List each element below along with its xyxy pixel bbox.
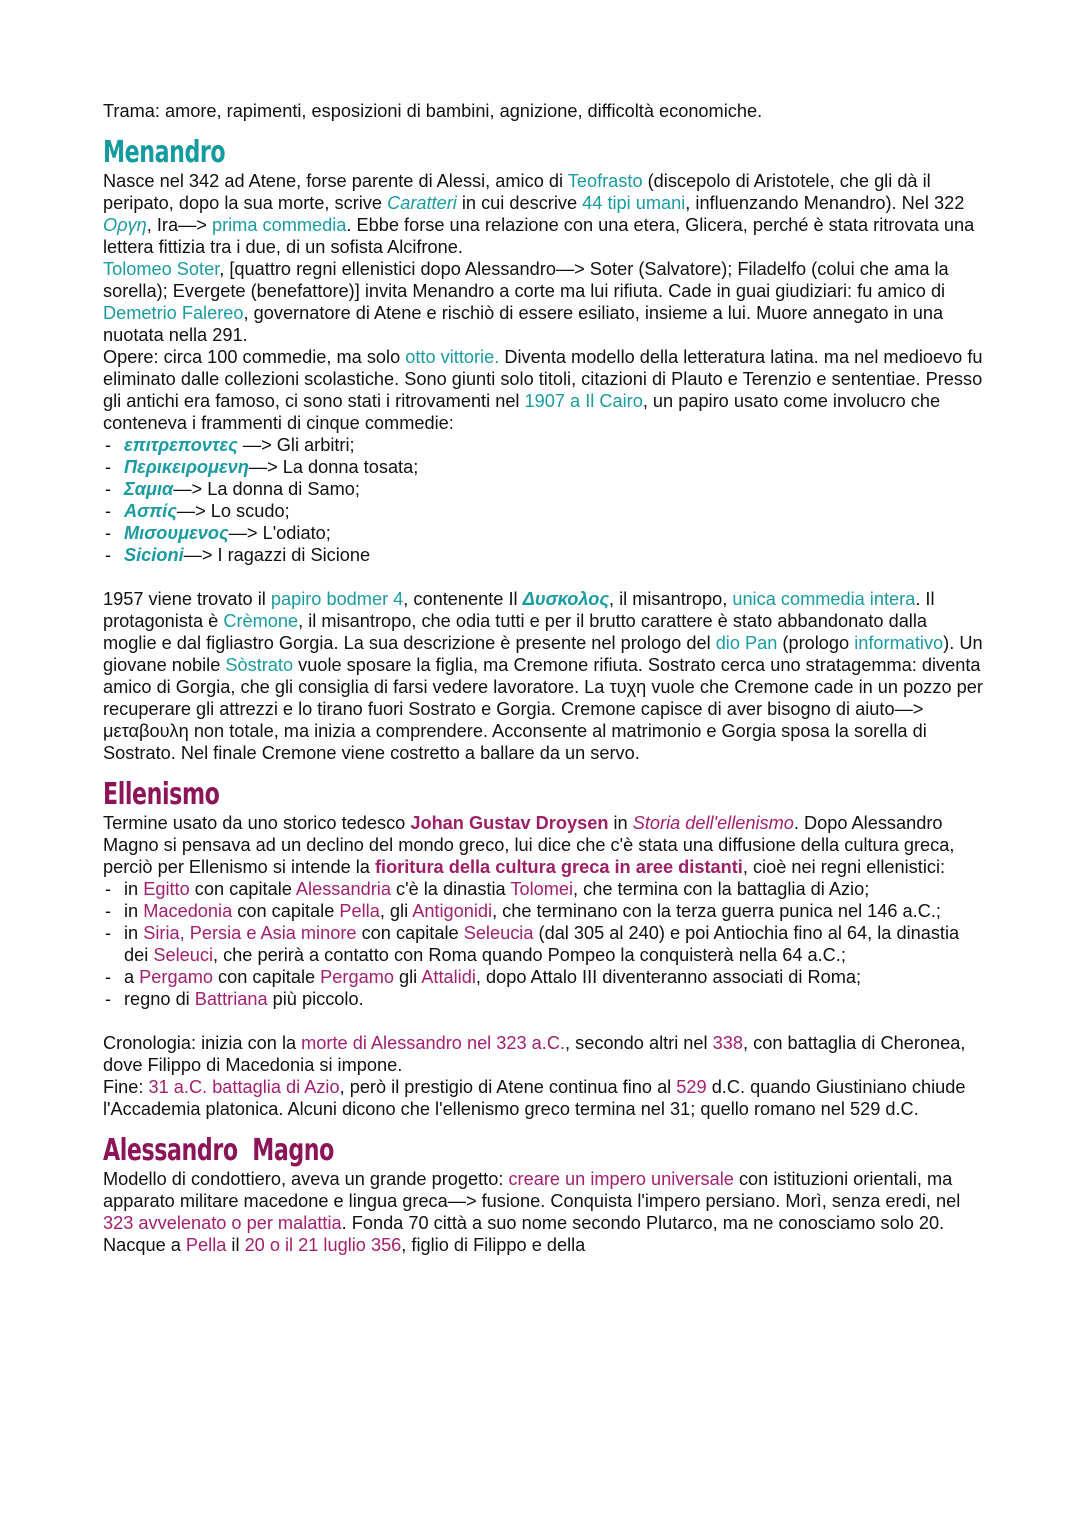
list-item: - in Egitto con capitale Alessandria c'è la dinastia Tolomei, che termina con la battaglia di Azio;: [103, 878, 983, 900]
list-item: - Ασπίς—> Lo scudo;: [103, 500, 983, 522]
name-dio-pan: dio Pan: [715, 633, 778, 653]
ellenismo-paragraph-fine: Fine: 31 a.C. battaglia di Azio, però il prestigio di Atene continua fino al 529 d.C. quando Giustiniano chiude l'Accademia platonica. Alcuni dicono che l'ellenismo greco termina nel 31; quello romano nel 529 d.C.: [103, 1077, 966, 1119]
name-cremone: Crèmone: [223, 611, 299, 631]
title-dyskolos: Δυσκολος: [522, 589, 609, 609]
name-sostrato: Sòstrato: [225, 655, 294, 675]
menandro-paragraph-bio: Nasce nel 342 ad Atene, forse parente di Alessi, amico di Teofrasto (discepolo di Aristotele, che gli dà il peripato, dopo la sua morte, scrive Caratteri in cui descrive 44 tipi umani, influenzando Menandro). Nel 322 Οργη, Ira—> prima commedia. Ebbe forse una relazione con una etera, Glicera, perché è stata ritrovata una lettera fittizia tra i due, di un sofista Alcifrone.: [103, 171, 975, 257]
heading-ellenismo: Ellenismo: [103, 777, 220, 812]
work-storia-ellenismo: Storia dell'ellenismo: [632, 813, 794, 833]
highlight-pella: Pella: [185, 1235, 227, 1255]
highlight-papiro-bodmer: papiro bodmer 4: [270, 589, 404, 609]
heading-menandro: Menandro: [103, 135, 226, 170]
highlight-prima-commedia: prima commedia: [211, 215, 347, 235]
link-teofrasto: Teofrasto: [567, 171, 643, 191]
ellenismo-paragraph-intro: Termine usato da uno storico tedesco Johan Gustav Droysen in Storia dell'ellenismo. Dopo Alessandro Magno si pensava ad un declino del mondo greco, lui dice che c'è stata una diffusione della cultura greca, perciò per Ellenismo si intende la fioritura della cultura greca in aree distanti, cioè nei regni ellenistici:: [103, 813, 955, 877]
highlight-avvelenato: 323 avvelenato o per malattia: [103, 1213, 342, 1233]
list-item: - Sicioni—> I ragazzi di Sicione: [103, 544, 983, 566]
ellenismo-paragraph-cronologia: Cronologia: inizia con la morte di Alessandro nel 323 a.C., secondo altri nel 338, con battaglia di Cheronea, dove Filippo di Macedonia si impone.: [103, 1033, 966, 1075]
highlight-morte-alessandro: morte di Alessandro nel 323 a.C.: [301, 1033, 566, 1053]
list-item: - in Macedonia con capitale Pella, gli Antigonidi, che terminano con la terza guerra punica nel 146 a.C.;: [103, 900, 983, 922]
name-tolomeo-soter: Tolomeo Soter: [103, 259, 220, 279]
list-item: - επιτρεποντες —> Gli arbitri;: [103, 434, 983, 456]
name-demetrio-falereo: Demetrio Falereo: [103, 303, 244, 323]
name-droysen: Johan Gustav Droysen: [410, 813, 609, 833]
work-caratteri: Caratteri: [387, 193, 457, 213]
highlight-otto-vittorie: otto vittorie.: [405, 347, 500, 367]
intro-trama: Trama: amore, rapimenti, esposizioni di bambini, agnizione, difficoltà economiche.: [103, 101, 763, 121]
document-page: [103, 100, 983, 1256]
menandro-paragraph-opere: Opere: circa 100 commedie, ma solo otto vittorie. Diventa modello della letteratura latina. ma nel medioevo fu eliminato dalle collezioni scolastiche. Sono giunti solo titoli, citazioni di Plauto e Terenzio e sententiae. Presso gli antichi era famoso, ci sono stati i ritrovamenti nel 1907 a Il Cairo, un papiro usato come involucro che conteneva i frammenti di cinque commedie:: [103, 347, 983, 433]
list-item: - regno di Battriana più piccolo.: [103, 988, 983, 1010]
commedie-list: [103, 434, 983, 566]
list-item: - Σαμια—> La donna di Samo;: [103, 478, 983, 500]
highlight-impero-universale: creare un impero universale: [508, 1169, 734, 1189]
list-item: - Περικειρομενη—> La donna tosata;: [103, 456, 983, 478]
highlight-data-nascita: 20 o il 21 luglio 356: [244, 1235, 402, 1255]
highlight-cairo: 1907 a Il Cairo: [524, 391, 643, 411]
work-orge: Οργη: [103, 215, 147, 235]
highlight-338: 338: [712, 1033, 743, 1053]
menandro-paragraph-dyskolos: 1957 viene trovato il papiro bodmer 4, contenente Il Δυσκολος, il misantropo, unica commedia intera. Il protagonista è Crèmone, il misantropo, che odia tutti e per il brutto carattere è stato abbandonato dalla moglie e dal figliastro Gorgia. La sua descrizione è presente nel prologo del dio Pan (prologo informativo). Un giovane nobile Sòstrato vuole sposare la figlia, ma Cremone rifiuta. Sostrato cerca uno stratagemma: diventa amico di Gorgia, che gli consiglia di farsi vedere lavoratore. La τυχη vuole che Cremone cade in un pozzo per recuperare gli attrezzi e lo tirano fuori Sostrato e Gorgia. Cremone capisce di aver bisogno di aiuto—> μεταβουλη non totale, ma inizia a comprendere. Acconsente al matrimonio e Gorgia sposa la sorella di Sostrato. Nel finale Cremone viene costretto a ballare da un servo.: [103, 589, 983, 763]
menandro-paragraph-tolomeo: Tolomeo Soter, [quattro regni ellenistici dopo Alessandro—> Soter (Salvatore); Filadelfo (colui che ama la sorella); Evergete (benefattore)] invita Menandro a corte ma lui rifiuta. Cade in guai giudiziari: fu amico di Demetrio Falereo, governatore di Atene e rischiò di essere esiliato, insieme a lui. Muore annegato in una nuotata nella 291.: [103, 259, 949, 345]
highlight-unica-commedia: unica commedia intera: [732, 589, 916, 609]
list-item: - Μισουμενος—> L'odiato;: [103, 522, 983, 544]
alessandro-paragraph: Modello di condottiero, aveva un grande progetto: creare un impero universale con istituzioni orientali, ma apparato militare macedone e lingua greca—> fusione. Conquista l'impero persiano. Morì, senza eredi, nel 323 avvelenato o per malattia. Fonda 70 città a suo nome secondo Plutarco, ma ne conosciamo solo 20. Nacque a Pella il 20 o il 21 luglio 356, figlio di Filippo e della: [103, 1169, 961, 1255]
highlight-azio: 31 a.C. battaglia di Azio: [148, 1077, 340, 1097]
highlight-tipi-umani: 44 tipi umani: [582, 193, 686, 213]
heading-alessandro-magno: Alessandro Magno: [103, 1133, 334, 1168]
highlight-529: 529: [676, 1077, 707, 1097]
highlight-informativo: informativo: [854, 633, 944, 653]
list-item: - in Siria, Persia e Asia minore con capitale Seleucia (dal 305 al 240) e poi Antiochia fino al 64, la dinastia dei Seleuci, che perirà a contatto con Roma quando Pompeo la conquisterà nella 64 a.C.;: [103, 922, 983, 966]
list-item: - a Pergamo con capitale Pergamo gli Attalidi, dopo Attalo III diventeranno associati di Roma;: [103, 966, 983, 988]
highlight-fioritura: fioritura della cultura greca in aree distanti: [374, 857, 743, 877]
regni-list: [103, 878, 983, 1010]
